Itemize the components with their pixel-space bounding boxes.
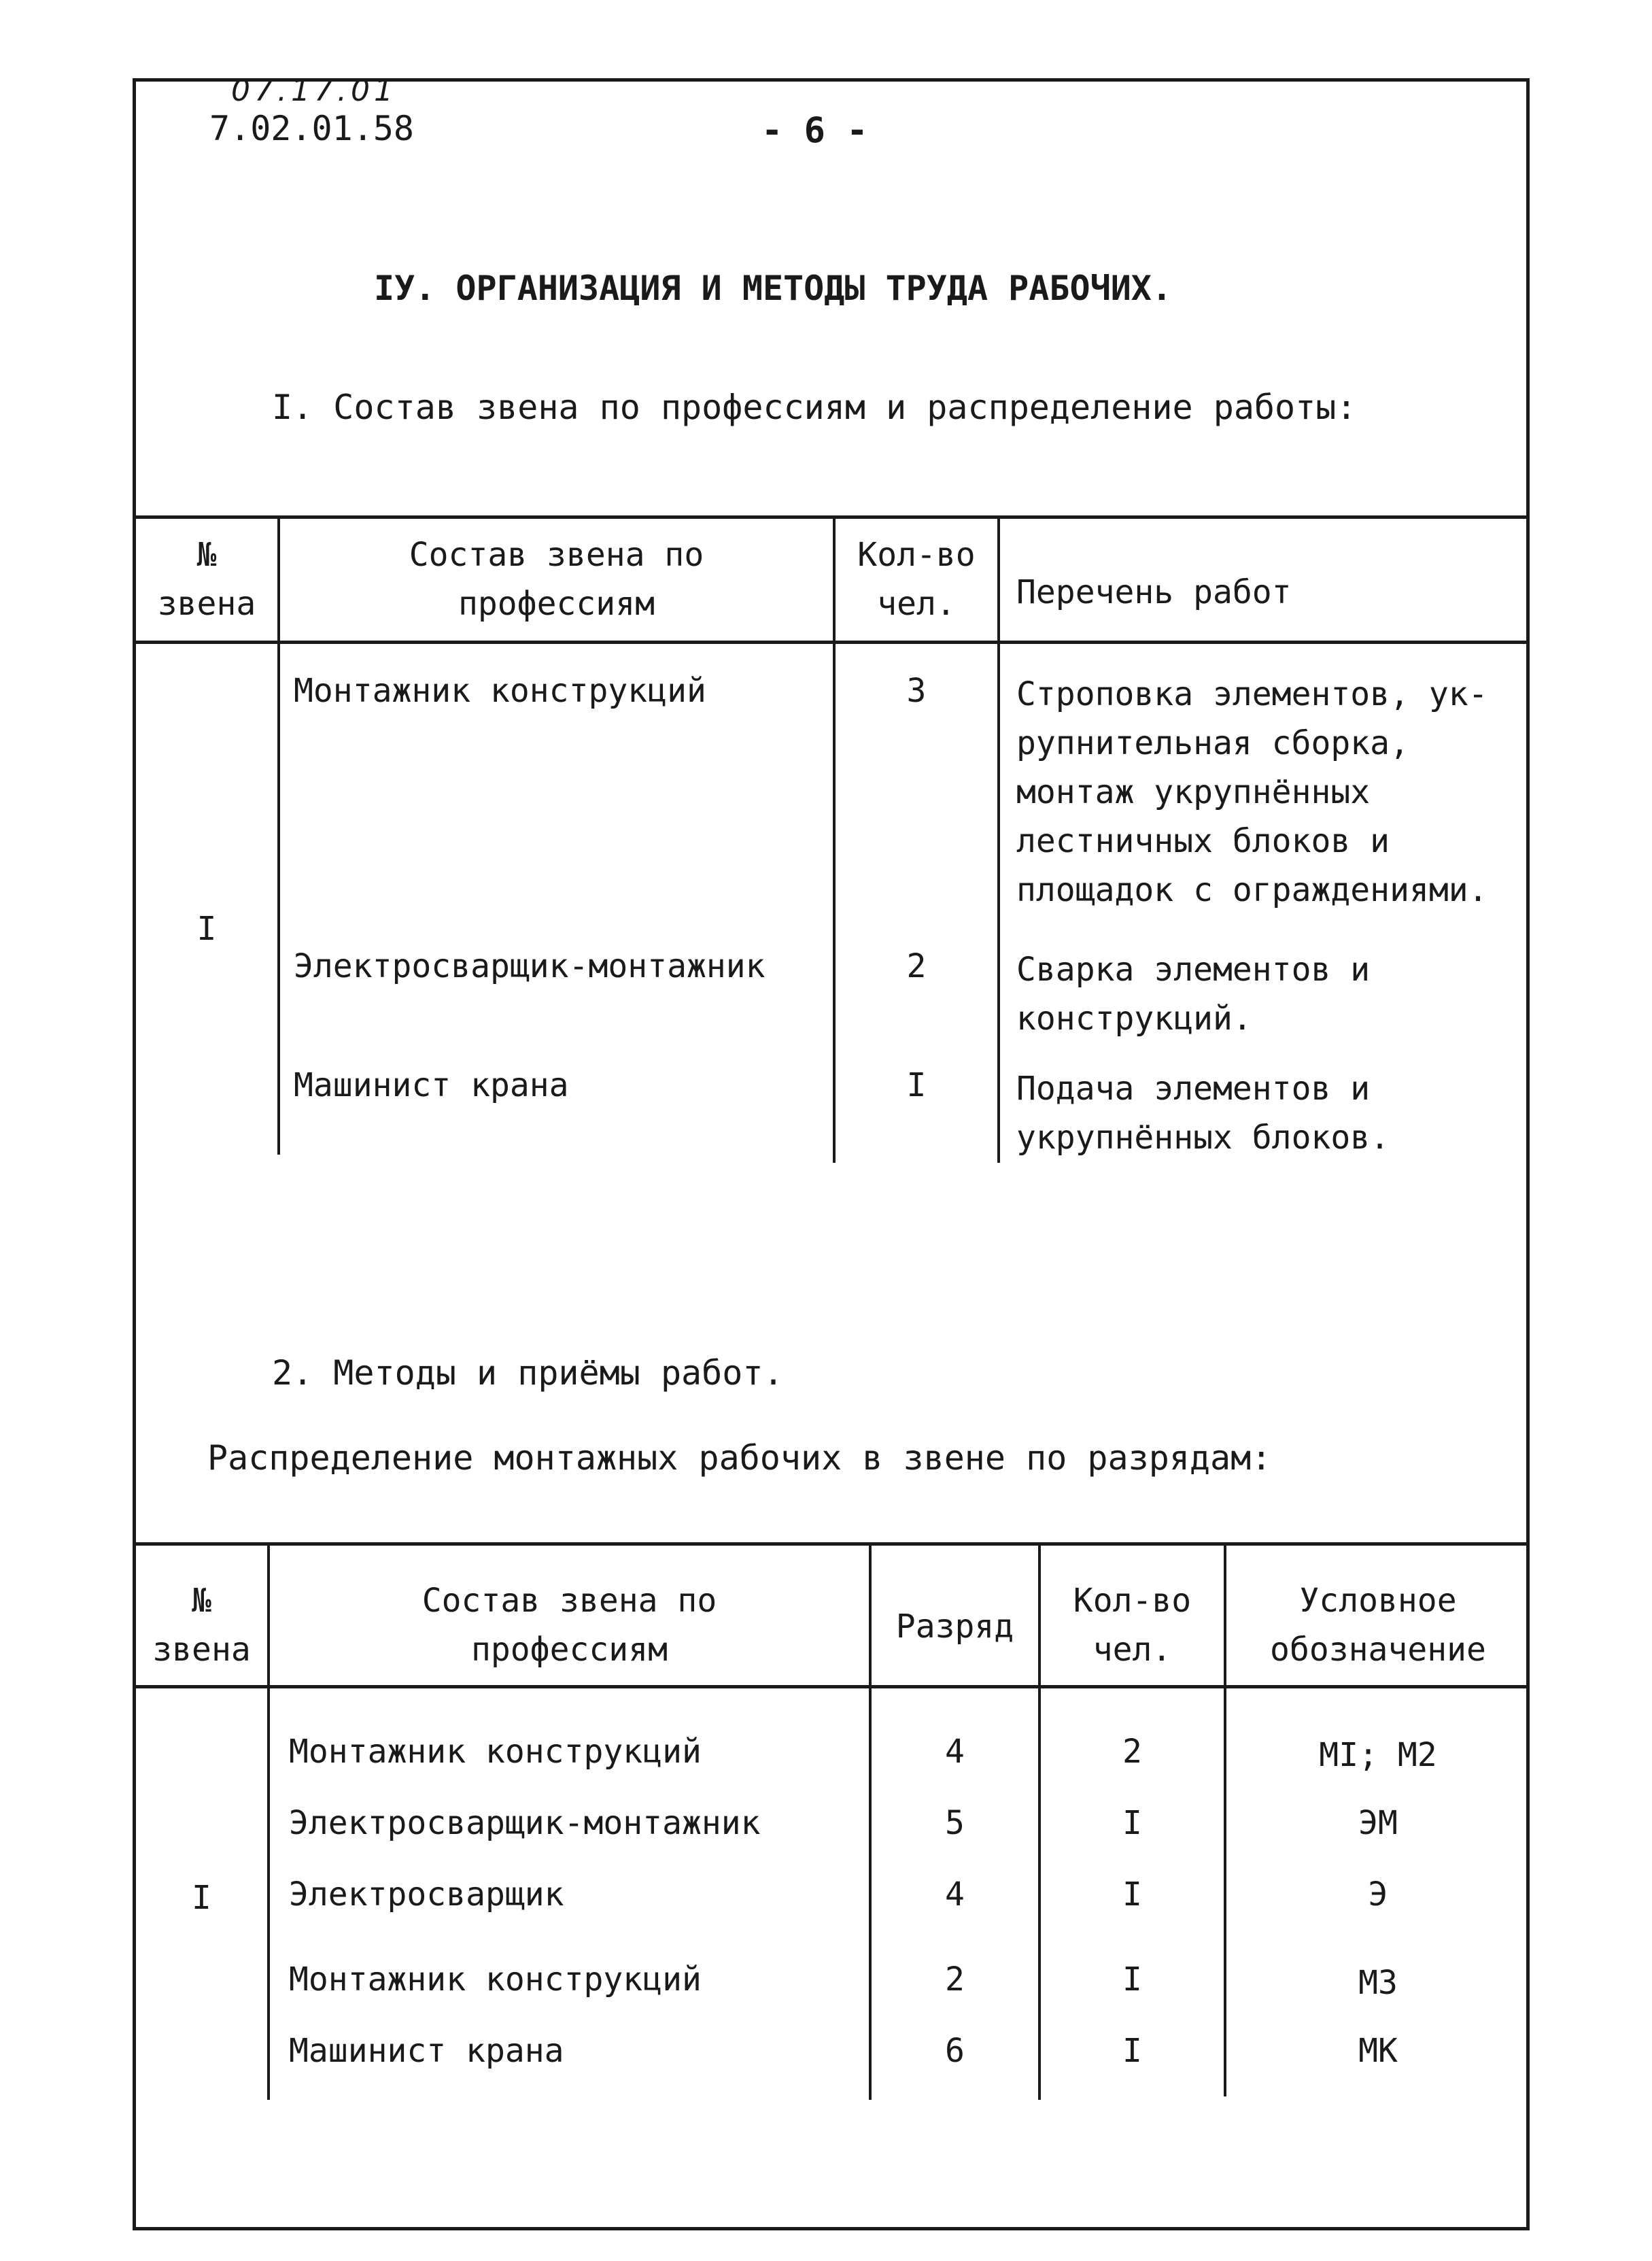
table2-row4-count: I — [1122, 1960, 1142, 1999]
table2-row2-profession: Электросварщик-монтажник — [289, 1804, 761, 1842]
table2-row5-profession: Машинист крана — [289, 2032, 564, 2070]
table2-top-border — [133, 1542, 1530, 1546]
table1-row3-profession: Машинист крана — [294, 1066, 569, 1104]
distribution-caption: Распределение монтажных рабочих в звене по разрядам: — [207, 1438, 1272, 1478]
table2-header-grade: Разряд — [895, 1608, 1014, 1646]
section-title: IУ. ОРГАНИЗАЦИЯ И МЕТОДЫ ТРУДА РАБОЧИХ. — [374, 269, 1172, 308]
table2-header-divider — [133, 1685, 1530, 1688]
page-number: - 6 - — [761, 110, 868, 151]
table2-row1-profession: Монтажник конструкций — [289, 1733, 702, 1771]
table1-col-line-3 — [997, 515, 1000, 1163]
table2-row2-grade: 5 — [945, 1804, 965, 1842]
document-code: 7.02.01.58 — [209, 109, 415, 148]
table2-row3-count: I — [1122, 1875, 1142, 1914]
table2-row1-count: 2 — [1122, 1733, 1142, 1771]
table1-row1-works: Строповка элементов, ук- рупнительная сборка, монтаж укрупнённых лестничных блоков и площадок с ограждениями. — [1016, 675, 1488, 909]
table1-row2-count: 2 — [906, 947, 927, 985]
table2-header-link-no: № звена — [152, 1582, 251, 1669]
table2-header-symbol: Условное обозначение — [1270, 1582, 1486, 1669]
table2-row5-symbol: МК — [1358, 2032, 1398, 2070]
table2-row1-symbol: MI; M2 — [1319, 1736, 1437, 1774]
table2-row3-symbol: Э — [1368, 1875, 1388, 1914]
table2-row1-grade: 4 — [945, 1733, 965, 1771]
table1-link-number: I — [196, 910, 217, 948]
table2-header-count: Кол-во чел. — [1073, 1582, 1192, 1669]
table1-row3-works: Подача элементов и укрупнённых блоков. — [1016, 1070, 1390, 1157]
table2-row5-count: I — [1122, 2032, 1142, 2070]
table2-row3-grade: 4 — [945, 1875, 965, 1914]
table1-header-composition: Состав звена по профессиям — [409, 536, 704, 623]
handwritten-code: 07.17.01 — [231, 73, 397, 108]
table2-row4-symbol: M3 — [1358, 1964, 1398, 2002]
table2-row5-grade: 6 — [945, 2032, 965, 2070]
table2-row2-count: I — [1122, 1804, 1142, 1842]
table1-header-link-no: № звена — [157, 536, 256, 623]
table2-link-number: I — [192, 1879, 211, 1917]
table1-row1-profession: Монтажник конструкций — [294, 672, 706, 710]
table1-header-divider — [133, 641, 1530, 644]
table1-header-works: Перечень работ — [1016, 573, 1292, 611]
table2-row4-grade: 2 — [945, 1960, 965, 1999]
table2-row3-profession: Электросварщик — [289, 1875, 564, 1914]
table1-row1-count: 3 — [906, 672, 927, 710]
table1-row3-count: I — [906, 1066, 927, 1104]
table2-row2-symbol: ЭМ — [1358, 1804, 1398, 1842]
table1-row2-works: Сварка элементов и конструкций. — [1016, 951, 1371, 1038]
table1-top-border — [133, 515, 1530, 519]
subsection-1-title: I. Состав звена по профессиям и распределение работы: — [272, 388, 1357, 427]
table2-header-composition: Состав звена по профессиям — [421, 1582, 717, 1669]
table1-header-count: Кол-во чел. — [857, 536, 976, 623]
table1-row2-profession: Электросварщик-монтажник — [294, 947, 765, 985]
table2-row4-profession: Монтажник конструкций — [289, 1960, 702, 1999]
subsection-2-title: 2. Методы и приёмы работ. — [272, 1353, 784, 1393]
